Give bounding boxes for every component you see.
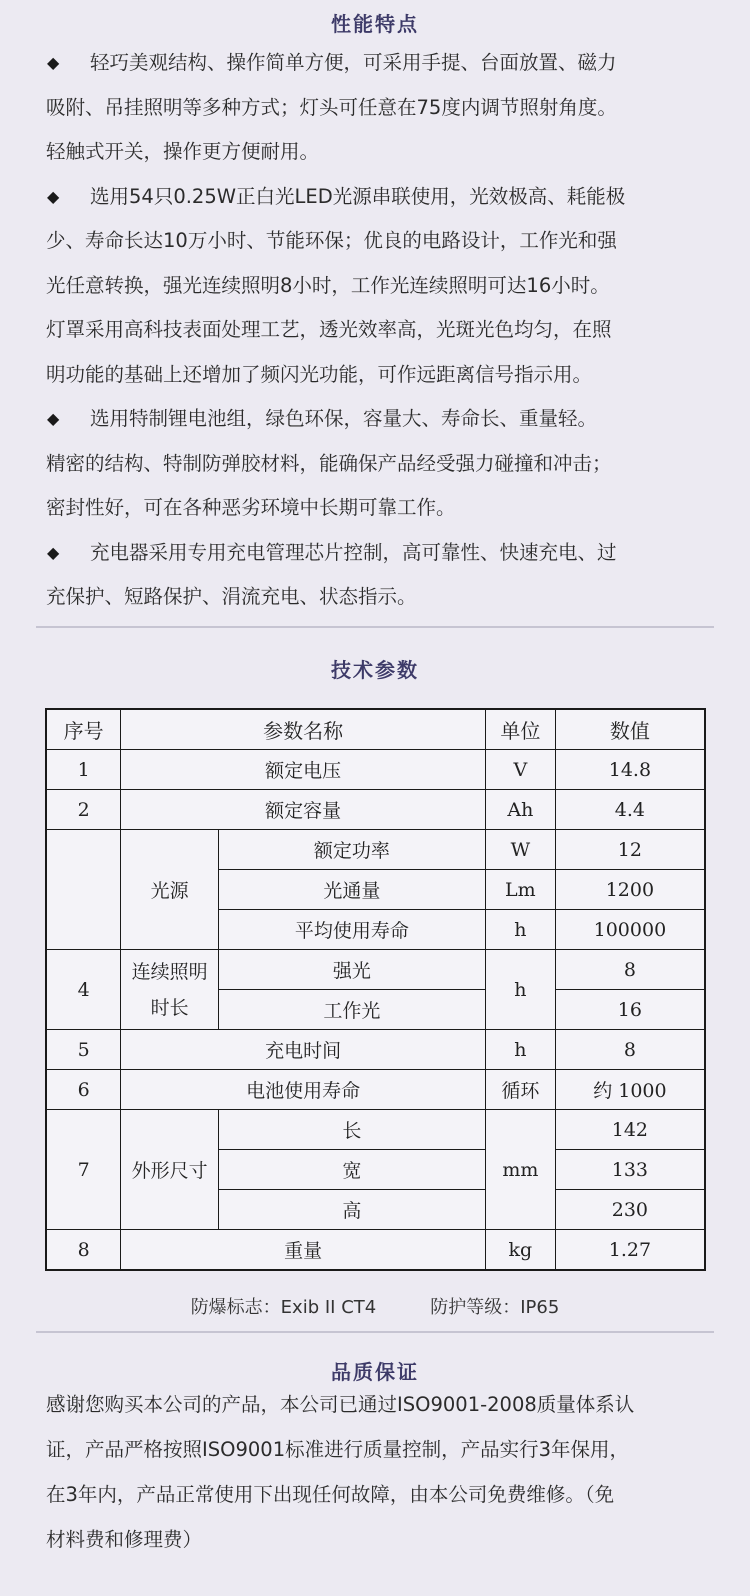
quality-line: 感谢您购买本公司的产品，本公司已通过ISO9001-2008质量体系认 <box>46 1393 635 1416</box>
feature-text: 充电器采用专用充电管理芯片控制，高可靠性、快速充电、过 <box>90 540 617 564</box>
cell-value: 4.4 <box>555 790 705 830</box>
cell-name: 重量 <box>121 1230 486 1271</box>
group-line: 连续照明 <box>131 960 208 983</box>
cell-name: 高 <box>218 1190 485 1230</box>
feature-line: 轻触式开关，操作更方便耐用。 <box>46 140 320 163</box>
cell-name: 额定电压 <box>121 750 486 790</box>
quality-line: 材料费和修理费） <box>46 1528 203 1551</box>
features-body <box>0 41 750 620</box>
cell-name: 电池使用寿命 <box>121 1070 486 1110</box>
feature-text: 轻巧美观结构、操作简单方便，可采用手提、台面放置、磁力 <box>90 51 617 74</box>
cell-name: 宽 <box>218 1150 485 1190</box>
cell-unit: Lm <box>485 870 555 910</box>
cell-value: 8 <box>555 950 705 990</box>
cell-unit: h <box>485 910 555 950</box>
cell-no: 4 <box>46 950 121 1030</box>
header-value: 数值 <box>555 709 705 750</box>
cell-group <box>121 950 219 1030</box>
table-row <box>46 1070 705 1110</box>
cell-value: 230 <box>555 1190 705 1230</box>
feature-line: 精密的结构、特制防弹胶材料，能确保产品经受强力碰撞和冲击； <box>46 451 612 475</box>
cell-value: 1.27 <box>555 1230 705 1271</box>
group-line: 时长 <box>150 996 189 1019</box>
cell-name: 强光 <box>218 950 485 990</box>
cell-no: 6 <box>46 1070 121 1110</box>
cell-unit: mm <box>485 1110 555 1230</box>
table-row <box>46 790 705 830</box>
cell-value: 12 <box>555 830 705 870</box>
feature-line: 少、寿命长达10万小时、节能环保；优良的电路设计，工作光和强 <box>46 229 617 252</box>
feature-line <box>0 397 750 442</box>
cell-unit: h <box>485 1030 555 1070</box>
cell-value: 约 1000 <box>555 1070 705 1110</box>
table-row <box>46 950 705 990</box>
cell-no: 8 <box>46 1230 121 1271</box>
cell-name: 光通量 <box>218 870 485 910</box>
cell-group: 光源 <box>121 830 219 950</box>
features-title: 性能特点 <box>331 12 419 36</box>
cell-no <box>46 830 121 950</box>
table-row <box>46 1030 705 1070</box>
feature-line: 充保护、短路保护、涓流充电、状态指示。 <box>46 585 417 608</box>
table-row <box>46 1230 705 1271</box>
diamond-bullet-icon: ◆ <box>47 542 60 562</box>
cell-no: 1 <box>46 750 121 790</box>
header-unit: 单位 <box>485 709 555 750</box>
diamond-bullet-icon: ◆ <box>47 186 60 206</box>
quality-line: 在3年内，产品正常使用下出现任何故障，由本公司免费维修。（免 <box>46 1483 615 1506</box>
cell-no: 5 <box>46 1030 121 1070</box>
quality-line: 证，产品严格按照ISO9001标准进行质量控制，产品实行3年保用， <box>46 1438 630 1461</box>
cell-no: 2 <box>46 790 121 830</box>
cell-value: 133 <box>555 1150 705 1190</box>
diamond-bullet-icon: ◆ <box>47 409 60 428</box>
cell-name: 长 <box>218 1110 485 1150</box>
feature-line: 光任意转换，强光连续照明8小时，工作光连续照明可达16小时。 <box>46 273 610 297</box>
cell-name: 工作光 <box>218 990 485 1030</box>
header-name: 参数名称 <box>121 709 486 750</box>
cell-unit: V <box>485 750 555 790</box>
cell-group: 外形尺寸 <box>121 1110 219 1230</box>
rating-line: 防爆标志：Exib II CT4 防护等级：IP65 <box>190 1297 560 1318</box>
cell-value: 142 <box>555 1110 705 1150</box>
cell-unit: Ah <box>485 790 555 830</box>
feature-line: 密封性好，可在各种恶劣环境中长期可靠工作。 <box>46 496 456 519</box>
cell-name: 额定功率 <box>218 830 485 870</box>
feature-text: 选用特制锂电池组，绿色环保，容量大、寿命长、重量轻。 <box>90 407 598 430</box>
cell-value: 8 <box>555 1030 705 1070</box>
table-header <box>46 709 705 750</box>
diamond-bullet-icon: ◆ <box>47 53 60 72</box>
table-row <box>46 1110 705 1150</box>
cell-name: 平均使用寿命 <box>218 910 485 950</box>
quality-body <box>0 1382 750 1562</box>
cell-unit: 循环 <box>485 1070 555 1110</box>
divider <box>36 626 714 628</box>
cell-unit: kg <box>485 1230 555 1271</box>
cell-name: 额定容量 <box>121 790 486 830</box>
cell-unit: h <box>485 950 555 1030</box>
cell-value: 1200 <box>555 870 705 910</box>
table-row <box>46 830 705 870</box>
table-row <box>46 750 705 790</box>
cell-no: 7 <box>46 1110 121 1230</box>
feature-line: 明功能的基础上还增加了频闪光功能，可作远距离信号指示用。 <box>46 362 593 386</box>
feature-line <box>0 41 750 86</box>
header-no: 序号 <box>46 709 121 750</box>
feature-line: 灯罩采用高科技表面处理工艺，透光效率高，光斑光色均匀，在照 <box>46 318 612 341</box>
specs-title: 技术参数 <box>331 658 419 682</box>
feature-line <box>0 531 750 576</box>
cell-unit: W <box>485 830 555 870</box>
cell-value: 16 <box>555 990 705 1030</box>
quality-title: 品质保证 <box>331 1360 419 1384</box>
feature-line: 吸附、吊挂照明等多种方式；灯头可任意在75度内调节照射角度。 <box>46 95 617 119</box>
cell-value: 100000 <box>555 910 705 950</box>
cell-name: 充电时间 <box>121 1030 486 1070</box>
feature-text: 选用54只0.25W正白光LED光源串联使用，光效极高、耗能极 <box>90 184 626 208</box>
cell-value: 14.8 <box>555 750 705 790</box>
feature-line <box>0 175 750 220</box>
divider <box>36 1331 714 1333</box>
spec-table <box>45 708 706 1271</box>
